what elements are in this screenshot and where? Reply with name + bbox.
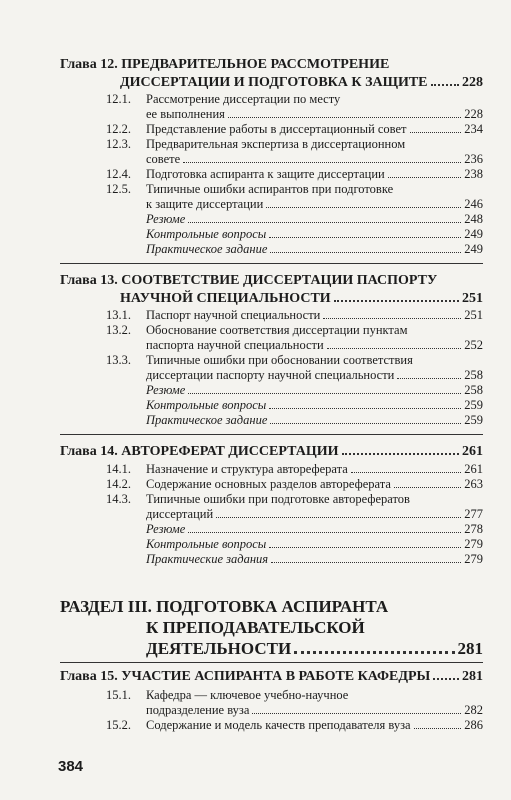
leader-dots: [397, 378, 461, 379]
leader-dots: [334, 300, 459, 302]
toc-section: [106, 353, 483, 383]
chapter-page: 251: [462, 291, 483, 306]
section-number: 12.5.: [106, 182, 131, 196]
section-title-cont: к защите диссертации: [146, 197, 264, 211]
section-page: 246: [464, 197, 483, 211]
page-number: 384: [58, 758, 84, 775]
toc-item-questions: Контрольные вопросы 279: [146, 537, 483, 551]
toc-item-assignments: Практические задания 279: [146, 552, 483, 566]
section-number: 14.2.: [106, 477, 131, 491]
toc-section: [106, 92, 483, 122]
toc-section: [106, 137, 483, 167]
section-page: 263: [464, 477, 483, 491]
section-title: Содержание основных разделов автореферата: [146, 477, 391, 491]
toc-section: [106, 462, 483, 477]
toc-item-summary: Резюме 278: [146, 522, 483, 536]
chapter-12-sections: [106, 92, 483, 257]
chapter-12-heading: [60, 56, 483, 92]
section-title: Рассмотрение диссертации по месту: [146, 92, 341, 106]
section-page: 277: [464, 507, 483, 521]
chapter-title: Глава 13. СООТВЕТСТВИЕ ДИССЕРТАЦИИ ПАСПОРТУ: [60, 273, 438, 288]
chapter-title: Глава 15. УЧАСТИЕ АСПИРАНТА В РАБОТЕ КАФЕДРЫ: [60, 669, 431, 684]
divider: [60, 662, 483, 663]
section-number: 13.3.: [106, 353, 131, 367]
leader-dots: [270, 252, 461, 253]
section-number: 12.1.: [106, 92, 131, 106]
section-title: Паспорт научной специальности: [146, 308, 321, 322]
chapter-title-cont: НАУЧНОЙ СПЕЦИАЛЬНОСТИ: [120, 291, 331, 306]
chapter-title: Глава 14. АВТОРЕФЕРАТ ДИССЕРТАЦИИ: [60, 444, 339, 459]
section-page: 286: [464, 718, 483, 732]
leader-dots: [183, 162, 461, 163]
toc-section: [106, 477, 483, 492]
toc-section: [106, 688, 483, 718]
section-number: 13.2.: [106, 323, 131, 337]
leader-dots: [271, 562, 461, 563]
chapter-13-heading: [60, 272, 483, 308]
leader-dots: [216, 517, 461, 518]
toc-item-assignment: Практическое задание 249: [146, 242, 483, 256]
section-title: Подготовка аспиранта к защите диссертации: [146, 167, 385, 181]
leader-dots: [394, 487, 461, 488]
chapter-15-sections: [106, 688, 483, 733]
section-number: 15.1.: [106, 688, 131, 702]
leader-dots: [351, 472, 461, 473]
section-title-cont: паспорта научной специальности: [146, 338, 324, 352]
toc-section: [106, 718, 483, 733]
toc-section: [106, 492, 483, 522]
section-title: Типичные ошибки при подготовке авторефератов: [146, 492, 410, 506]
leader-dots: [188, 532, 461, 533]
section-title-cont: диссертаций: [146, 507, 214, 521]
leader-dots: [269, 408, 461, 409]
section-page: 238: [464, 167, 483, 181]
section-page: 252: [464, 338, 483, 352]
section-page: 261: [464, 462, 483, 476]
section-page: 236: [464, 152, 483, 166]
toc-item-questions: Контрольные вопросы 259: [146, 398, 483, 412]
leader-dots: [269, 237, 461, 238]
leader-dots: [410, 132, 462, 133]
leader-dots: [188, 222, 461, 223]
chapter-title-cont: ДИССЕРТАЦИИ И ПОДГОТОВКА К ЗАЩИТЕ: [120, 75, 428, 90]
toc-section: [106, 167, 483, 182]
chapter-14-heading: [60, 443, 483, 461]
leader-dots: [188, 393, 461, 394]
chapter-page: 261: [462, 444, 483, 459]
leader-dots: [323, 318, 461, 319]
leader-dots: [414, 728, 462, 729]
section-number: 15.2.: [106, 718, 131, 732]
section-number: 14.3.: [106, 492, 131, 506]
section-page: 228: [464, 107, 483, 121]
section-number: 14.1.: [106, 462, 131, 476]
section-title-cont: совете: [146, 152, 181, 166]
section-title-cont: ее выполнения: [146, 107, 225, 121]
section-page: 258: [464, 368, 483, 382]
toc-item-summary: Резюме 258: [146, 383, 483, 397]
leader-dots: [327, 348, 462, 349]
section-title: Типичные ошибки аспирантов при подготовке: [146, 182, 394, 196]
leader-dots: [228, 117, 461, 118]
leader-dots: [433, 678, 459, 680]
chapter-14-sections: [106, 462, 483, 567]
part-title-cont: К ПРЕПОДАВАТЕЛЬСКОЙ: [146, 618, 365, 637]
chapter-page: 281: [462, 669, 483, 684]
section-title: Предварительная экспертиза в диссертационном: [146, 137, 406, 151]
toc-section: [106, 308, 483, 323]
leader-dots: [270, 423, 461, 424]
leader-dots: [266, 207, 461, 208]
section-number: 12.3.: [106, 137, 131, 151]
part-title: РАЗДЕЛ III. ПОДГОТОВКА АСПИРАНТА: [60, 597, 389, 616]
chapter-page: 228: [462, 75, 483, 90]
toc-item-summary: Резюме 248: [146, 212, 483, 226]
section-number: 12.4.: [106, 167, 131, 181]
chapter-title: Глава 12. ПРЕДВАРИТЕЛЬНОЕ РАССМОТРЕНИЕ: [60, 57, 390, 72]
leader-dots: [342, 453, 459, 455]
leader-dots: [252, 713, 461, 714]
divider: [60, 263, 483, 264]
toc-item-assignment: Практическое задание 259: [146, 413, 483, 427]
section-title: Содержание и модель качеств преподавателя вуза: [146, 718, 411, 732]
section-page: 234: [464, 122, 483, 136]
section-number: 13.1.: [106, 308, 131, 322]
part-3-heading: [60, 596, 483, 659]
part-page: 281: [457, 639, 483, 658]
section-number: 12.2.: [106, 122, 131, 136]
section-page: 282: [464, 703, 483, 717]
leader-dots: [431, 84, 459, 86]
toc-item-questions: Контрольные вопросы 249: [146, 227, 483, 241]
section-title: Представление работы в диссертационный совет: [146, 122, 407, 136]
toc-section: [106, 323, 483, 353]
part-title-cont: ДЕЯТЕЛЬНОСТИ: [146, 639, 292, 658]
section-title: Типичные ошибки при обосновании соответствия: [146, 353, 413, 367]
section-title: Назначение и структура автореферата: [146, 462, 348, 476]
leader-dots: [388, 177, 462, 178]
divider: [60, 434, 483, 435]
leader-dots: [294, 651, 454, 654]
section-page: 251: [464, 308, 483, 322]
section-title: Кафедра — ключевое учебно-научное: [146, 688, 349, 702]
toc-section: [106, 182, 483, 212]
chapter-15-heading: [60, 668, 483, 686]
section-title: Обоснование соответствия диссертации пунктам: [146, 323, 408, 337]
toc-section: [106, 122, 483, 137]
leader-dots: [269, 547, 461, 548]
chapter-13-sections: [106, 308, 483, 428]
section-title-cont: подразделение вуза: [146, 703, 250, 717]
section-title-cont: диссертации паспорту научной специальности: [146, 368, 395, 382]
